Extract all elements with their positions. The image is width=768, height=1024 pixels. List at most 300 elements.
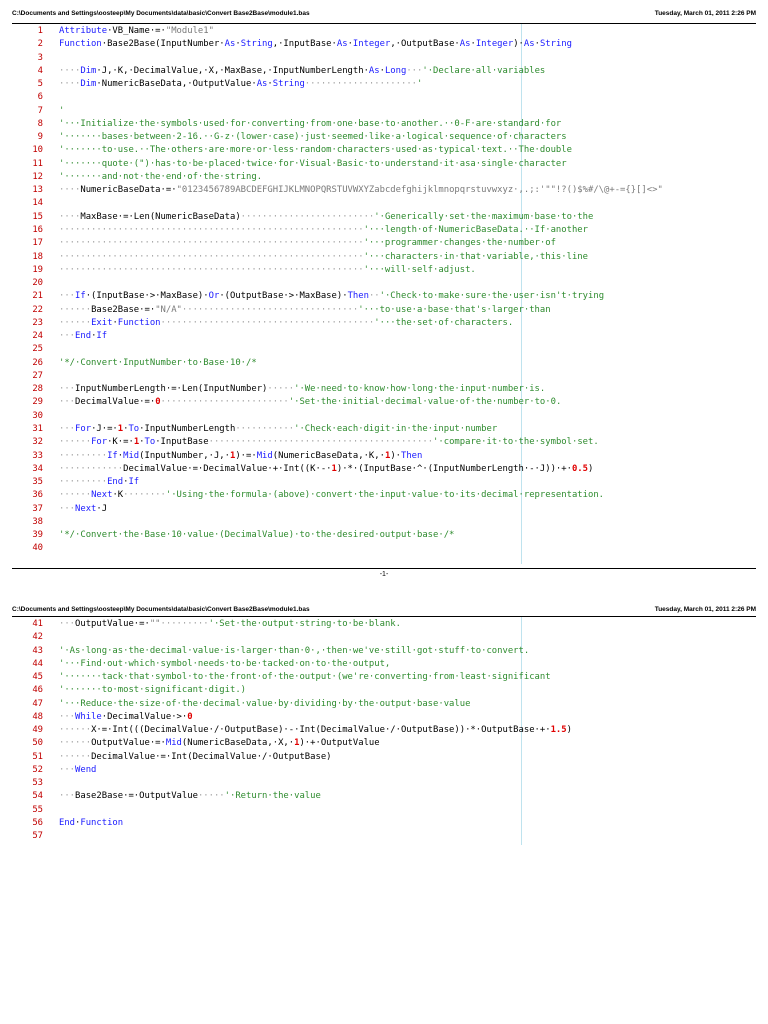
line-number: 26: [32, 357, 43, 368]
code-token: '·We·need·to·know·how·long·the·input·number·is.: [294, 384, 546, 395]
line-number: 50: [32, 738, 43, 749]
code-token: ·J: [96, 503, 108, 514]
line-number: 38: [32, 516, 43, 527]
code-line: [12, 529, 756, 542]
code-token: ,·OutputBase·: [390, 39, 460, 50]
print-date: Tuesday, March 01, 2011 2:26 PM: [654, 10, 756, 17]
code-token: ····: [59, 65, 81, 76]
code-line: [12, 277, 756, 290]
code-token: )·+·OutputValue: [299, 738, 380, 749]
code-line: [12, 290, 756, 303]
code-line: [12, 410, 756, 423]
code-line: [12, 237, 756, 250]
line-number: 29: [32, 397, 43, 408]
code-token: ·K·=·: [107, 437, 134, 448]
code-token: While: [75, 711, 102, 722]
code-token: Attribute: [59, 26, 108, 36]
code-line: [12, 343, 756, 356]
page-header-1: [12, 6, 756, 20]
code-line: [12, 396, 756, 409]
code-token: Exit: [91, 317, 113, 328]
code-token: ··: [368, 291, 380, 302]
code-line: [12, 304, 756, 317]
code-token: DecimalValue·=·DecimalValue·+·Int((K·-·: [123, 463, 332, 474]
code-line: [12, 631, 756, 644]
code-token: '·······to·most·significant·digit.): [59, 685, 247, 696]
code-listing-page-2: [12, 618, 756, 844]
code-token: '·compare·it·to·the·symbol·set.: [433, 437, 599, 448]
code-token: End: [107, 477, 124, 488]
code-token: 0: [187, 711, 193, 722]
line-number: 1: [37, 26, 43, 36]
code-line: [12, 317, 756, 330]
code-line: [12, 516, 756, 529]
code-token: '·Return·the·value: [224, 791, 321, 802]
line-number: 20: [32, 278, 43, 289]
line-number: 53: [32, 778, 43, 789]
code-line: [12, 817, 756, 830]
code-token: '*/·Convert·the·Base·10·value·(DecimalValue)·to·the·desired·output·base·/*: [59, 530, 455, 541]
line-number: 28: [32, 384, 43, 395]
code-token: '···length·of·NumericBaseData.··If·another: [363, 224, 588, 235]
code-token: As: [523, 39, 535, 50]
code-token: ························: [160, 397, 289, 408]
code-listing-page-1: [12, 25, 756, 556]
code-line: [12, 684, 756, 697]
line-number: 51: [32, 751, 43, 762]
code-token: ···········: [235, 423, 295, 434]
code-token: Base2Base·=·OutputValue: [75, 791, 198, 802]
code-token: ,·InputBase·: [272, 39, 337, 50]
line-number: 15: [32, 211, 43, 222]
code-token: ·: [347, 39, 353, 50]
code-line: [12, 383, 756, 396]
code-token: Dim: [80, 79, 97, 90]
code-line: [12, 463, 756, 476]
line-number: 47: [32, 698, 43, 709]
code-token: )·: [390, 450, 401, 461]
code-line: [12, 38, 756, 51]
code-token: '·······and·not·the·end·of·the·string.: [59, 171, 263, 182]
code-line: [12, 330, 756, 343]
code-token: ): [588, 463, 594, 474]
code-line: [12, 751, 756, 764]
code-line: [12, 251, 756, 264]
code-token: Wend: [75, 764, 97, 775]
code-token: ······: [59, 738, 92, 749]
code-token: As: [224, 39, 236, 50]
code-token: ·························································: [59, 238, 364, 249]
code-token: ): [566, 725, 572, 736]
code-token: ·InputNumberLength: [139, 423, 236, 434]
code-line: [12, 91, 756, 104]
line-number: 9: [37, 132, 43, 143]
code-token: ·····: [197, 791, 225, 802]
code-token: InputNumberLength·=·Len(InputNumber): [75, 384, 268, 395]
code-token: '·Using·the·formula·(above)·convert·the·input·value·to·its·decimal·representation.: [165, 490, 605, 501]
line-number: 27: [32, 370, 43, 381]
code-token: ········································: [160, 317, 375, 328]
code-token: '·Set·the·initial·decimal·value·of·the·number·to·0.: [288, 397, 562, 408]
line-number: 46: [32, 685, 43, 696]
code-token: Next: [75, 503, 97, 514]
line-number: 52: [32, 764, 43, 775]
code-token: ··········································: [208, 437, 434, 448]
code-token: ·····················: [304, 79, 418, 90]
code-token: '·······bases·between·2-16.··G-z·(lower·case)·just·seemed·like·a·logical·sequence·of·characters: [59, 132, 567, 143]
code-token: ···: [59, 331, 76, 342]
file-path: C:\Documents and Settings\oosteep\My Documents\data\basic\Convert Base2Base\module1.bas: [12, 10, 310, 17]
code-token: DecimalValue·=·Int(DecimalValue·/·OutputBase): [91, 751, 332, 762]
code-line: [12, 144, 756, 157]
code-token: "0123456789ABCDEFGHIJKLMNOPQRSTUVWXYZabcdefghijklmnopqrstuvwxyz·,.;:'""!?()$%#/\@+-={}[]<>": [176, 185, 663, 196]
code-token: String: [539, 39, 572, 50]
code-token: ·························································: [59, 251, 364, 262]
code-token: '·As·long·as·the·decimal·value·is·larger·than·0·,·then·we've·still·got·stuff·to·convert.: [59, 645, 530, 656]
code-token: As: [368, 65, 380, 76]
line-number: 48: [32, 711, 43, 722]
line-number: 24: [32, 331, 43, 342]
page-number: -1-: [379, 571, 389, 578]
code-line: [12, 25, 756, 38]
code-token: Mid: [165, 738, 182, 749]
code-token: If: [75, 291, 86, 302]
line-number: 5: [37, 79, 43, 90]
code-token: ·J·=·: [91, 423, 118, 434]
code-line: [12, 658, 756, 671]
code-token: 1: [294, 738, 300, 749]
code-token: '···Initialize·the·symbols·used·for·converting·from·one·base·to·another.··0-F·are·standard·for: [59, 118, 562, 129]
code-token: ······: [59, 751, 92, 762]
code-token: ·: [235, 39, 241, 50]
code-token: "": [149, 619, 161, 629]
code-token: "Module1": [165, 26, 214, 36]
code-token: )·=·: [235, 450, 257, 461]
code-token: '···Reduce·the·size·of·the·decimal·value·by·dividing·by·the·output·base·value: [59, 698, 471, 709]
code-token: ·: [117, 450, 124, 461]
code-line: [12, 737, 756, 750]
code-token: ·NumericBaseData,·OutputValue·: [96, 79, 257, 90]
code-token: As: [336, 39, 348, 50]
code-token: ·: [139, 437, 145, 448]
code-token: ·: [534, 39, 540, 50]
code-line: [12, 476, 756, 489]
header-rule-2: [12, 616, 756, 617]
line-number: 12: [32, 171, 43, 182]
code-token: ·J,·K,·DecimalValue,·X,·MaxBase,·InputNumberLength·: [96, 65, 369, 76]
code-token: End: [75, 331, 92, 342]
code-line: [12, 724, 756, 737]
code-line: [12, 211, 756, 224]
line-number: 4: [37, 65, 43, 76]
code-token: MaxBase·=·Len(NumericBaseData): [80, 211, 241, 222]
code-token: String: [272, 79, 305, 90]
code-token: ······: [59, 725, 92, 736]
code-line: [12, 370, 756, 383]
code-token: (InputNumber,·J,·: [139, 450, 230, 461]
code-token: Integer: [352, 39, 391, 50]
code-line: [12, 224, 756, 237]
code-token: ···: [59, 503, 76, 514]
line-number: 2: [37, 39, 43, 50]
page-header-2: [12, 602, 756, 616]
code-token: '·Generically·set·the·maximum·base·to·the: [374, 211, 594, 222]
line-number: 36: [32, 490, 43, 501]
line-number: 39: [32, 530, 43, 541]
code-token: ·InputBase: [155, 437, 209, 448]
code-token: Dim: [80, 65, 97, 76]
code-token: 1: [331, 463, 337, 474]
code-token: 1: [133, 437, 140, 448]
code-line: [12, 698, 756, 711]
code-token: As: [256, 79, 268, 90]
code-line: [12, 197, 756, 210]
code-token: "N/A": [155, 304, 182, 315]
line-number: 35: [32, 477, 43, 488]
code-token: Long: [384, 65, 407, 76]
code-token: If: [96, 331, 108, 342]
line-number: 57: [32, 831, 43, 842]
code-token: '·Check·to·make·sure·the·user·isn't·trying: [379, 291, 605, 302]
code-token: ·DecimalValue·>·: [101, 711, 188, 722]
code-token: )·*·(InputBase·^·(InputNumberLength·-·J))·+·: [336, 463, 572, 474]
code-token: OutputValue·=·: [91, 738, 166, 749]
code-token: String: [240, 39, 273, 50]
code-token: DecimalValue·=·: [75, 397, 156, 408]
code-token: ·: [91, 331, 97, 342]
line-number: 7: [37, 105, 43, 116]
code-token: '···Find·out·which·symbol·needs·to·be·tacked·on·to·the·output,: [59, 658, 391, 669]
code-line: [12, 777, 756, 790]
code-line: [12, 78, 756, 91]
line-number: 8: [37, 118, 43, 129]
line-number: 31: [32, 423, 43, 434]
code-token: ····: [59, 185, 81, 196]
code-line: [12, 184, 756, 197]
code-token: ·: [123, 477, 129, 488]
code-token: OutputValue·=·: [75, 619, 150, 629]
code-token: 0: [155, 397, 161, 408]
line-number: 55: [32, 804, 43, 815]
code-token: Mid: [256, 450, 273, 461]
header-rule-1: [12, 23, 756, 24]
code-line: [12, 489, 756, 502]
line-number: 21: [32, 291, 43, 302]
code-token: ·························································: [59, 264, 364, 275]
code-token: 1: [117, 423, 124, 434]
code-token: ·········: [160, 619, 209, 629]
code-token: ·Base2Base(InputNumber·: [101, 39, 225, 50]
code-token: ·(InputBase·>·MaxBase)·: [85, 291, 209, 302]
code-line: [12, 171, 756, 184]
line-number: 32: [32, 437, 43, 448]
code-token: ······: [59, 490, 92, 501]
code-token: ·: [470, 39, 476, 50]
code-token: '·Check·each·digit·in·the·input·number: [294, 423, 498, 434]
code-token: ': [417, 79, 423, 90]
line-number: 23: [32, 317, 43, 328]
code-token: Mid: [123, 450, 140, 461]
print-date: Tuesday, March 01, 2011 2:26 PM: [654, 606, 756, 613]
code-token: '·······to·use.··The·others·are·more·or·less·random·characters·used·as·typical·text.··The·double: [59, 145, 572, 156]
code-line: [12, 264, 756, 277]
code-token: ···: [59, 423, 76, 434]
code-line: [12, 158, 756, 171]
code-token: ···: [406, 65, 423, 76]
code-token: Function: [80, 817, 124, 828]
code-token: ···: [59, 384, 76, 395]
line-number: 3: [37, 52, 43, 63]
code-token: '·Declare·all·variables: [422, 65, 546, 76]
line-number: 54: [32, 791, 43, 802]
code-token: ···: [59, 397, 76, 408]
code-token: Next: [91, 490, 113, 501]
line-number: 34: [32, 463, 43, 474]
code-token: For: [75, 423, 92, 434]
code-token: ·········: [59, 477, 108, 488]
code-token: ·: [112, 317, 118, 328]
code-token: '···characters·in·that·variable,·this·line: [363, 251, 588, 262]
code-token: Function: [117, 317, 161, 328]
code-token: ············: [59, 463, 124, 474]
code-line: [12, 423, 756, 436]
code-token: '·Set·the·output·string·to·be·blank.: [208, 619, 401, 629]
code-token: ······: [59, 304, 92, 315]
line-number: 33: [32, 450, 43, 461]
code-token: ·: [75, 817, 81, 828]
code-token: (NumericBaseData,·X,·: [181, 738, 295, 749]
code-token: ····: [59, 79, 81, 90]
code-line: [12, 503, 756, 516]
code-token: ·VB_Name·=·: [107, 26, 166, 36]
code-token: Function: [59, 39, 102, 50]
code-token: X·=·Int(((DecimalValue·/·OutputBase)·-·Int(DecimalValue·/·OutputBase))·*·OutputBase·+·: [91, 725, 551, 736]
line-number: 11: [32, 158, 43, 169]
line-number: 37: [32, 503, 43, 514]
code-token: 1: [230, 450, 236, 461]
code-line: [12, 618, 756, 631]
code-token: ·(OutputBase·>·MaxBase)·: [219, 291, 348, 302]
line-number: 17: [32, 238, 43, 249]
code-token: '···the·set·of·characters.: [374, 317, 514, 328]
code-token: '·······quote·(")·has·to·be·placed·twice·for·Visual·Basic·to·understand·it·asa·single·character: [59, 158, 567, 169]
code-token: NumericBaseData·=·: [80, 185, 177, 196]
code-token: ···: [59, 711, 76, 722]
code-line: [12, 542, 756, 555]
code-token: As: [459, 39, 471, 50]
code-line: [12, 645, 756, 658]
code-token: ···: [59, 791, 76, 802]
code-token: ······: [59, 317, 92, 328]
footer-rule-1: [12, 568, 756, 569]
code-token: Or: [208, 291, 220, 302]
code-token: '*/·Convert·InputNumber·to·Base·10·/*: [59, 357, 257, 368]
code-line: [12, 118, 756, 131]
line-number: 10: [32, 145, 43, 156]
line-number: 42: [32, 632, 43, 643]
code-line: [12, 357, 756, 370]
code-token: 1: [384, 450, 391, 461]
code-token: ·································: [181, 304, 359, 315]
code-token: 0.5: [571, 463, 588, 474]
line-number: 19: [32, 264, 43, 275]
code-token: Then: [401, 450, 423, 461]
code-token: '···will·self·adjust.: [363, 264, 476, 275]
code-token: ·························································: [59, 224, 364, 235]
code-token: ···: [59, 291, 76, 302]
line-number: 18: [32, 251, 43, 262]
code-line: [12, 830, 756, 843]
code-line: [12, 711, 756, 724]
line-number: 16: [32, 224, 43, 235]
code-line: [12, 450, 756, 463]
code-token: To: [144, 437, 156, 448]
code-line: [12, 790, 756, 803]
line-number: 44: [32, 658, 43, 669]
line-number: 6: [37, 92, 43, 103]
code-token: '·······tack·that·symbol·to·the·front·of·the·output·(we're·converting·from·least·significant: [59, 672, 551, 683]
code-line: [12, 804, 756, 817]
code-token: ·························: [240, 211, 375, 222]
code-token: ': [59, 105, 65, 116]
line-number: 49: [32, 725, 43, 736]
code-token: '···programmer·changes·the·number·of: [363, 238, 556, 249]
code-token: If: [107, 450, 118, 461]
code-token: ·: [123, 423, 129, 434]
code-token: ·: [267, 79, 273, 90]
code-token: ······: [59, 437, 92, 448]
code-line: [12, 131, 756, 144]
line-number: 14: [32, 198, 43, 209]
code-line: [12, 65, 756, 78]
line-number: 43: [32, 645, 43, 656]
line-number: 40: [32, 543, 43, 554]
code-token: Integer: [475, 39, 514, 50]
code-line: [12, 671, 756, 684]
code-token: If: [128, 477, 140, 488]
code-token: ···: [59, 619, 76, 629]
code-token: End: [59, 817, 76, 828]
line-number: 25: [32, 344, 43, 355]
code-token: ·········: [59, 450, 108, 461]
line-number: 13: [32, 185, 43, 196]
line-number: 22: [32, 304, 43, 315]
code-token: '···to·use·a·base·that's·larger·than: [358, 304, 551, 315]
code-line: [12, 52, 756, 65]
code-token: To: [128, 423, 140, 434]
code-token: Base2Base·=·: [91, 304, 156, 315]
code-line: [12, 436, 756, 449]
code-token: ····: [59, 211, 81, 222]
line-number: 41: [32, 619, 43, 629]
code-token: Then: [347, 291, 369, 302]
code-line: [12, 764, 756, 777]
code-token: ·: [379, 65, 385, 76]
line-number: 56: [32, 817, 43, 828]
code-token: (NumericBaseData,·K,·: [272, 450, 385, 461]
code-token: ·K: [112, 490, 124, 501]
file-path: C:\Documents and Settings\oosteep\My Documents\data\basic\Convert Base2Base\module1.bas: [12, 606, 310, 613]
line-number: 45: [32, 672, 43, 683]
code-token: For: [91, 437, 108, 448]
code-token: ·····: [267, 384, 295, 395]
code-token: )·: [513, 39, 524, 50]
code-token: ···: [59, 764, 76, 775]
code-line: [12, 105, 756, 118]
line-number: 30: [32, 410, 43, 421]
code-token: ········: [123, 490, 166, 501]
code-token: 1.5: [550, 725, 567, 736]
